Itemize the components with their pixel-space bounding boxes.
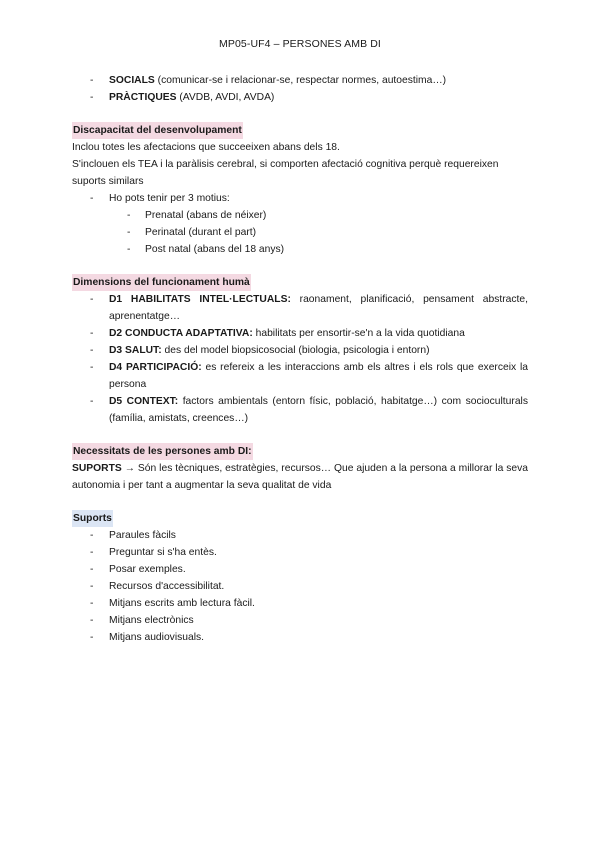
list-item: - Prenatal (abans de néixer) — [72, 207, 528, 224]
list-item: - D5 CONTEXT: factors ambientals (entorn físic, població, habitatge…) com socioculturals (família, amistats, creences…) — [72, 393, 528, 427]
paragraph: S'inclouen els TEA i la paràlisis cerebral, si comporten afectació cognitiva perquè requereixen suports similars — [72, 159, 499, 187]
page-content — [72, 72, 528, 646]
sub-list — [72, 207, 528, 258]
list-item: - Perinatal (durant el part) — [72, 224, 528, 241]
list-item: - D3 SALUT: des del model biopsicosocial (biologia, psicologia i entorn) — [72, 342, 528, 359]
section-dimensions — [72, 274, 528, 427]
list-item: - D4 PARTICIPACIÓ: es refereix a les interaccions amb els altres i els rols que exerceix la persona — [72, 359, 528, 393]
section-needs — [72, 443, 528, 494]
list-item: - Paraules fàcils — [72, 527, 528, 544]
list-item: - Ho pots tenir per 3 motius: — [72, 190, 528, 207]
list-item: - Mitjans escrits amb lectura fàcil. — [72, 595, 528, 612]
list-item: - Mitjans audiovisuals. — [72, 629, 528, 646]
section-heading: Necessitats de les persones amb DI: — [72, 443, 253, 460]
section-developmental-disability — [72, 122, 528, 258]
list-item: - Mitjans electrònics — [72, 612, 528, 629]
section-supports — [72, 510, 528, 646]
page-header: MP05-UF4 – PERSONES AMB DI — [219, 38, 381, 50]
list-item: - Post natal (abans del 18 anys) — [72, 241, 528, 258]
section-heading: Discapacitat del desenvolupament — [72, 122, 243, 139]
list-item: - PRÀCTIQUES (AVDB, AVDI, AVDA) — [72, 89, 528, 106]
list-item: - Recursos d'accessibilitat. — [72, 578, 528, 595]
paragraph: Inclou totes les afectacions que succeeixen abans dels 18. — [72, 142, 340, 153]
intro-list — [72, 72, 528, 106]
section-heading: Suports — [72, 510, 113, 527]
section-heading: Dimensions del funcionament humà — [72, 274, 251, 291]
paragraph: SUPORTS → Són les tècniques, estratègies, recursos… Que ajuden a la persona a millorar la seva autonomia i per tant a augmentar la seva qualitat de vida — [72, 463, 528, 491]
list-item: - Preguntar si s'ha entès. — [72, 544, 528, 561]
list-item: - Posar exemples. — [72, 561, 528, 578]
list-item: - SOCIALS (comunicar-se i relacionar-se, respectar normes, autoestima…) — [72, 72, 528, 89]
list-item: - D2 CONDUCTA ADAPTATIVA: habilitats per ensortir-se'n a la vida quotidiana — [72, 325, 528, 342]
list-item: - D1 HABILITATS INTEL·LECTUALS: raonament, planificació, pensament abstracte, aprenentatge… — [72, 291, 528, 325]
